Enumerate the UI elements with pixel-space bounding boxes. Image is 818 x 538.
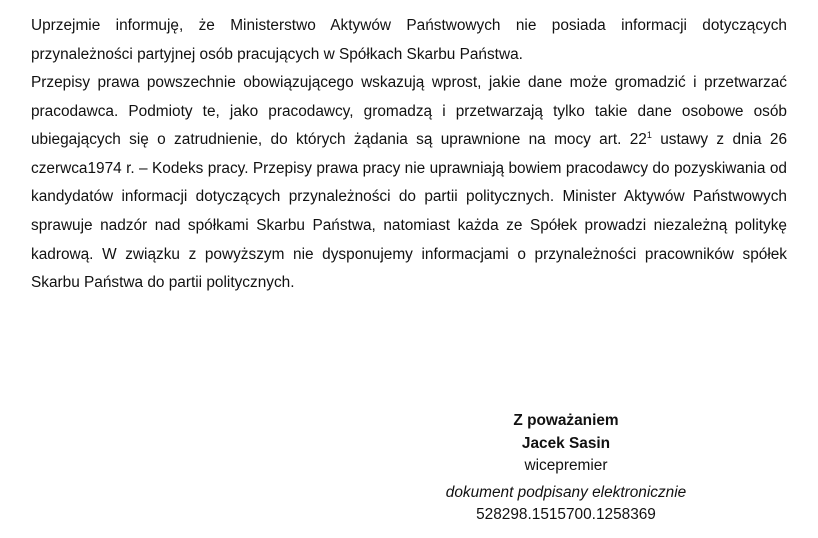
letter-paragraph-2 <box>31 69 787 298</box>
signature-block <box>416 410 716 527</box>
electronic-signature-note: dokument podpisany elektronicznie <box>445 483 687 501</box>
signatory-position: wicepremier <box>524 457 608 474</box>
article-superscript: 1 <box>646 130 652 141</box>
letter-paragraph-1: Uprzejmie informuję, że Ministerstwo Aktywów Państwowych nie posiada informacji dotyczących przynależności partyjnej osób pracujących w Spółkach Skarbu Państwa. <box>31 17 787 63</box>
paragraph-2-text-end: ustawy z dnia 26 czerwca1974 r. – Kodeks pracy. Przepisy prawa pracy nie uprawniają bowiem pracodawcy do pozyskiwania od kandydatów informacji dotyczących przynależności do partii politycznych. Minister Aktywów Państwowych sprawuje nadzór nad spółkami Skarbu Państwa, natomiast każda ze Spółek prowadzi niezależną politykę kadrową. W związku z powyższym nie dysponujemy informacjami o przynależności pracowników spółek Skarbu Państwa do partii politycznych. <box>31 131 787 292</box>
document-number: 528298.1515700.1258369 <box>476 506 656 523</box>
signatory-name: Jacek Sasin <box>521 434 611 452</box>
closing-phrase: Z poważaniem <box>513 412 619 429</box>
paragraph-2-text-start: Przepisy prawa powszechnie obowiązującego wskazują wprost, jakie dane może gromadzić i przetwarzać pracodawca. Podmioty te, jako pracodawcy, gromadzą i przetwarzają tylko takie dane osobowe osób ubiegających się o zatrudnienie, do których żądania są uprawnione na mocy art. 22 <box>31 74 787 149</box>
